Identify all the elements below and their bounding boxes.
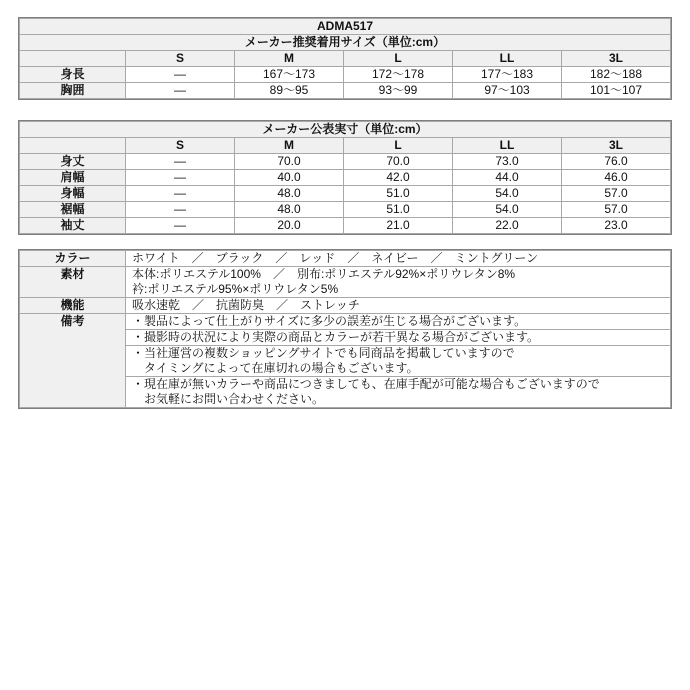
- actual-size-table: [19, 121, 671, 234]
- table-row-sleeve-length: [20, 218, 671, 234]
- size-column-header-m: M: [235, 138, 344, 154]
- note-item-2: [126, 330, 671, 346]
- sleeve-m: 20.0: [235, 218, 344, 234]
- row-label-sleeve-length: 袖丈: [20, 218, 126, 234]
- height-l: 172～178: [344, 67, 453, 83]
- recommended-size-table-wrap: [18, 17, 672, 100]
- body-width-m: 48.0: [235, 186, 344, 202]
- table-row-body-length: [20, 154, 671, 170]
- function-list: 吸水速乾 ／ 抗菌防臭 ／ ストレッチ: [126, 298, 671, 314]
- size-column-header-ll: LL: [453, 138, 562, 154]
- body-width-s: ―: [126, 186, 235, 202]
- table-row-hem-width: [20, 202, 671, 218]
- sleeve-ll: 22.0: [453, 218, 562, 234]
- body-length-m: 70.0: [235, 154, 344, 170]
- height-3l: 182～188: [562, 67, 671, 83]
- notes-row-1: [20, 314, 671, 330]
- chest-l: 93～99: [344, 83, 453, 99]
- detail-label-function: 機能: [20, 298, 126, 314]
- hem-3l: 57.0: [562, 202, 671, 218]
- actual-title-row: [20, 122, 671, 138]
- size-column-header-l: L: [344, 51, 453, 67]
- note-3-line-2: タイミングによって在庫切れの場合もございます。: [144, 361, 419, 375]
- note-1-line-1: ・製品によって仕上がりサイズに多少の誤差が生じる場合がございます。: [132, 314, 527, 328]
- material-line-1: 本体:ポリエステル100% ／ 別布:ポリエステル92%×ポリウレタン8%: [132, 267, 516, 281]
- size-column-header-m: M: [235, 51, 344, 67]
- chest-s: ―: [126, 83, 235, 99]
- hem-ll: 54.0: [453, 202, 562, 218]
- recommended-table-title: メーカー推奨着用サイズ（単位:cm）: [20, 35, 671, 51]
- note-item-4: [126, 377, 671, 408]
- note-item-3: [126, 346, 671, 377]
- shoulder-m: 40.0: [235, 170, 344, 186]
- sleeve-s: ―: [126, 218, 235, 234]
- detail-row-material: [20, 267, 671, 298]
- shoulder-s: ―: [126, 170, 235, 186]
- size-header-row: [20, 138, 671, 154]
- sleeve-l: 21.0: [344, 218, 453, 234]
- recommended-size-table: [19, 18, 671, 99]
- height-ll: 177～183: [453, 67, 562, 83]
- detail-row-function: [20, 298, 671, 314]
- hem-l: 51.0: [344, 202, 453, 218]
- height-s: ―: [126, 67, 235, 83]
- size-column-header-3l: 3L: [562, 51, 671, 67]
- row-label-chest: 胸囲: [20, 83, 126, 99]
- shoulder-3l: 46.0: [562, 170, 671, 186]
- detail-row-color: [20, 251, 671, 267]
- product-details-table-wrap: [18, 249, 672, 409]
- actual-table-title: メーカー公表実寸（単位:cm）: [20, 122, 671, 138]
- actual-size-table-wrap: [18, 120, 672, 235]
- hem-s: ―: [126, 202, 235, 218]
- product-code-row: [20, 19, 671, 35]
- body-length-s: ―: [126, 154, 235, 170]
- body-width-l: 51.0: [344, 186, 453, 202]
- detail-label-material: 素材: [20, 267, 126, 298]
- body-width-3l: 57.0: [562, 186, 671, 202]
- material-description: [126, 267, 671, 298]
- table-row-body-width: [20, 186, 671, 202]
- shoulder-ll: 44.0: [453, 170, 562, 186]
- row-label-height: 身長: [20, 67, 126, 83]
- detail-label-notes: 備考: [20, 314, 126, 408]
- note-2-line-1: ・撮影時の状況により実際の商品とカラーが若干異なる場合がございます。: [132, 330, 540, 344]
- table-row-chest: [20, 83, 671, 99]
- size-column-header-l: L: [344, 138, 453, 154]
- chest-ll: 97～103: [453, 83, 562, 99]
- product-code: ADMA517: [20, 19, 671, 35]
- body-length-l: 70.0: [344, 154, 453, 170]
- size-header-row: [20, 51, 671, 67]
- size-column-header-ll: LL: [453, 51, 562, 67]
- height-m: 167～173: [235, 67, 344, 83]
- body-length-3l: 76.0: [562, 154, 671, 170]
- size-column-header-s: S: [126, 51, 235, 67]
- chest-m: 89～95: [235, 83, 344, 99]
- detail-label-color: カラー: [20, 251, 126, 267]
- table-row-height: [20, 67, 671, 83]
- row-label-body-width: 身幅: [20, 186, 126, 202]
- corner-cell: [20, 51, 126, 67]
- shoulder-l: 42.0: [344, 170, 453, 186]
- body-length-ll: 73.0: [453, 154, 562, 170]
- product-details-table: [19, 250, 671, 408]
- body-width-ll: 54.0: [453, 186, 562, 202]
- size-column-header-s: S: [126, 138, 235, 154]
- table-row-shoulder-width: [20, 170, 671, 186]
- corner-cell: [20, 138, 126, 154]
- row-label-body-length: 身丈: [20, 154, 126, 170]
- sleeve-3l: 23.0: [562, 218, 671, 234]
- row-label-hem-width: 裾幅: [20, 202, 126, 218]
- note-4-line-1: ・現在庫が無いカラーや商品につきましても、在庫手配が可能な場合もございますので: [132, 377, 600, 391]
- row-label-shoulder-width: 肩幅: [20, 170, 126, 186]
- chest-3l: 101～107: [562, 83, 671, 99]
- material-line-2: 衿:ポリエステル95%×ポリウレタン5%: [132, 282, 339, 296]
- note-3-line-1: ・当社運営の複数ショッピングサイトでも同商品を掲載していますので: [132, 346, 515, 360]
- size-column-header-3l: 3L: [562, 138, 671, 154]
- note-4-line-2: お気軽にお問い合わせください。: [144, 392, 325, 406]
- note-item-1: [126, 314, 671, 330]
- color-options: ホワイト ／ ブラック ／ レッド ／ ネイビー ／ ミントグリーン: [126, 251, 671, 267]
- recommended-title-row: [20, 35, 671, 51]
- hem-m: 48.0: [235, 202, 344, 218]
